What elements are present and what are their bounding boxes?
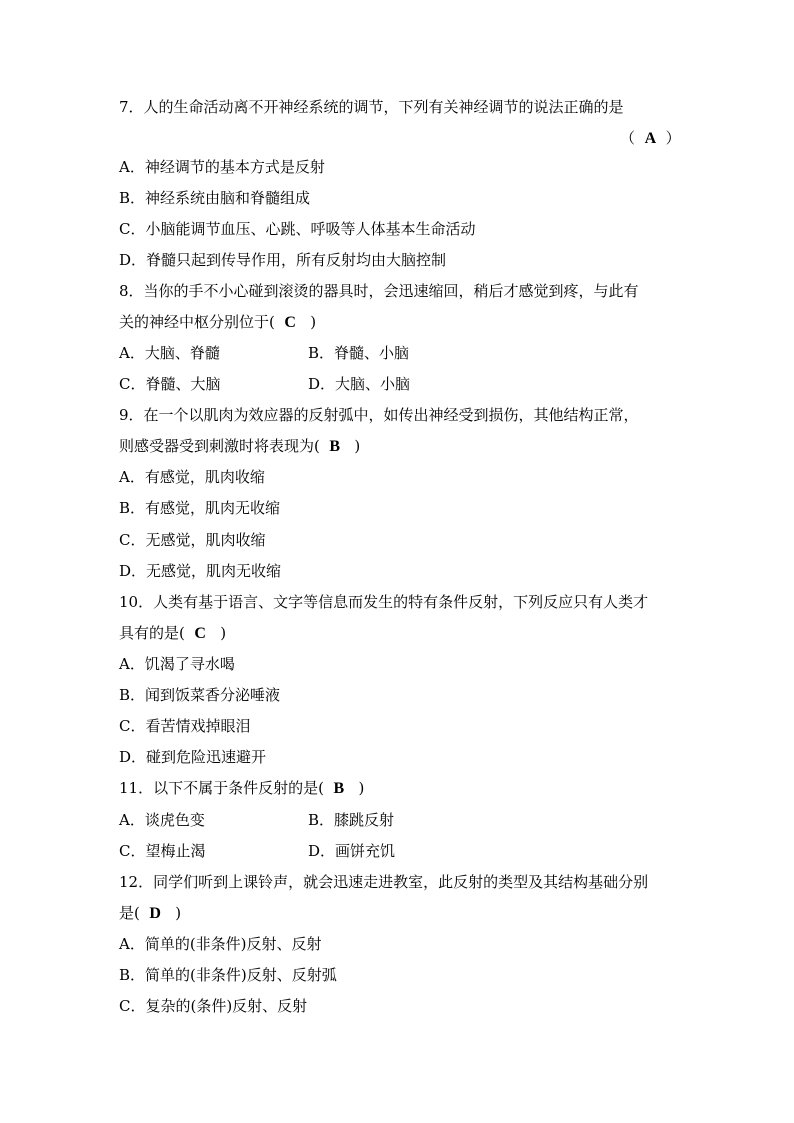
q11-stem-text: 11．以下不属于条件反射的是(: [119, 779, 324, 797]
q8-option-c: C．脊髓、大脑: [119, 375, 221, 393]
q11-option-c: C．望梅止渴: [119, 842, 206, 860]
q12-close-bracket: ): [175, 904, 182, 922]
q7-answer: A: [644, 130, 657, 147]
q7-option-c: C．小脑能调节血压、心跳、呼吸等人体基本生命活动: [119, 220, 476, 238]
q8-stem-line2: [119, 312, 679, 333]
q12-option-c: C．复杂的(条件)反射、反射: [119, 997, 308, 1015]
q7-option-a: A．神经调节的基本方式是反射: [119, 158, 325, 176]
q10-option-a: A．饥渴了寻水喝: [119, 655, 235, 673]
q9-option-b: B．有感觉，肌肉无收缩: [119, 499, 281, 517]
q9-stem-line2: [119, 436, 679, 457]
q8-stem-line1: 8．当你的手不小心碰到滚烫的器具时，会迅速缩回，稍后才感觉到疼，与此有: [119, 282, 639, 300]
q7-answer-bracket: [620, 128, 681, 149]
q8-option-b: B．脊髓、小脑: [308, 344, 410, 362]
q9-option-d: D．无感觉，肌肉无收缩: [119, 562, 282, 580]
q8-option-d: D．大脑、小脑: [308, 375, 411, 393]
q10-stem-text: 具有的是(: [119, 624, 185, 642]
q12-stem-text: 是(: [119, 904, 140, 922]
q8-close-bracket: ): [310, 313, 317, 331]
q11-close-bracket: ): [358, 779, 365, 797]
q12-answer: D: [149, 905, 161, 922]
q11-stem: [119, 778, 679, 799]
q10-stem-line1: 10．人类有基于语言、文字等信息而发生的特有条件反射，下列反应只有人类才: [119, 593, 649, 611]
q10-close-bracket: ): [220, 624, 227, 642]
q11-answer: B: [333, 780, 345, 797]
q9-answer: B: [329, 438, 341, 455]
q8-option-a: A．大脑、脊髓: [119, 344, 220, 362]
q9-stem-text: 则感受器受到刺激时将表现为(: [119, 437, 320, 455]
q10-option-b: B．闻到饭菜香分泌唾液: [119, 686, 281, 704]
q11-option-d: D．画饼充饥: [308, 842, 396, 860]
q9-stem-line1: 9．在一个以肌肉为效应器的反射弧中，如传出神经受到损伤，其他结构正常，: [119, 406, 639, 424]
q12-stem-line2: [119, 903, 679, 924]
q10-option-d: D．碰到危险迅速避开: [119, 748, 267, 766]
q7-stem: 7．人的生命活动离不开神经系统的调节，下列有关神经调节的说法正确的是: [119, 98, 624, 116]
q7-option-d: D．脊髓只起到传导作用，所有反射均由大脑控制: [119, 251, 447, 269]
q8-stem-text: 关的神经中枢分别位于(: [119, 313, 275, 331]
q11-option-b: B．膝跳反射: [308, 811, 395, 829]
q10-answer: C: [194, 625, 206, 642]
q9-close-bracket: ): [354, 437, 361, 455]
q10-stem-line2: [119, 623, 679, 644]
q7-open-bracket: （: [620, 129, 636, 147]
q9-option-a: A．有感觉，肌肉收缩: [119, 468, 265, 486]
q7-close-bracket: ）: [665, 129, 681, 147]
q10-option-c: C．看苦情戏掉眼泪: [119, 717, 251, 735]
q12-option-a: A．简单的(非条件)反射、反射: [119, 935, 322, 953]
q11-option-a: A．谈虎色变: [119, 811, 205, 829]
q12-stem-line1: 12．同学们听到上课铃声，就会迅速走进教室，此反射的类型及其结构基础分别: [119, 873, 649, 891]
q8-answer: C: [284, 314, 296, 331]
q9-option-c: C．无感觉，肌肉收缩: [119, 531, 266, 549]
q7-option-b: B．神经系统由脑和脊髓组成: [119, 189, 311, 207]
q12-option-b: B．简单的(非条件)反射、反射弧: [119, 966, 337, 984]
